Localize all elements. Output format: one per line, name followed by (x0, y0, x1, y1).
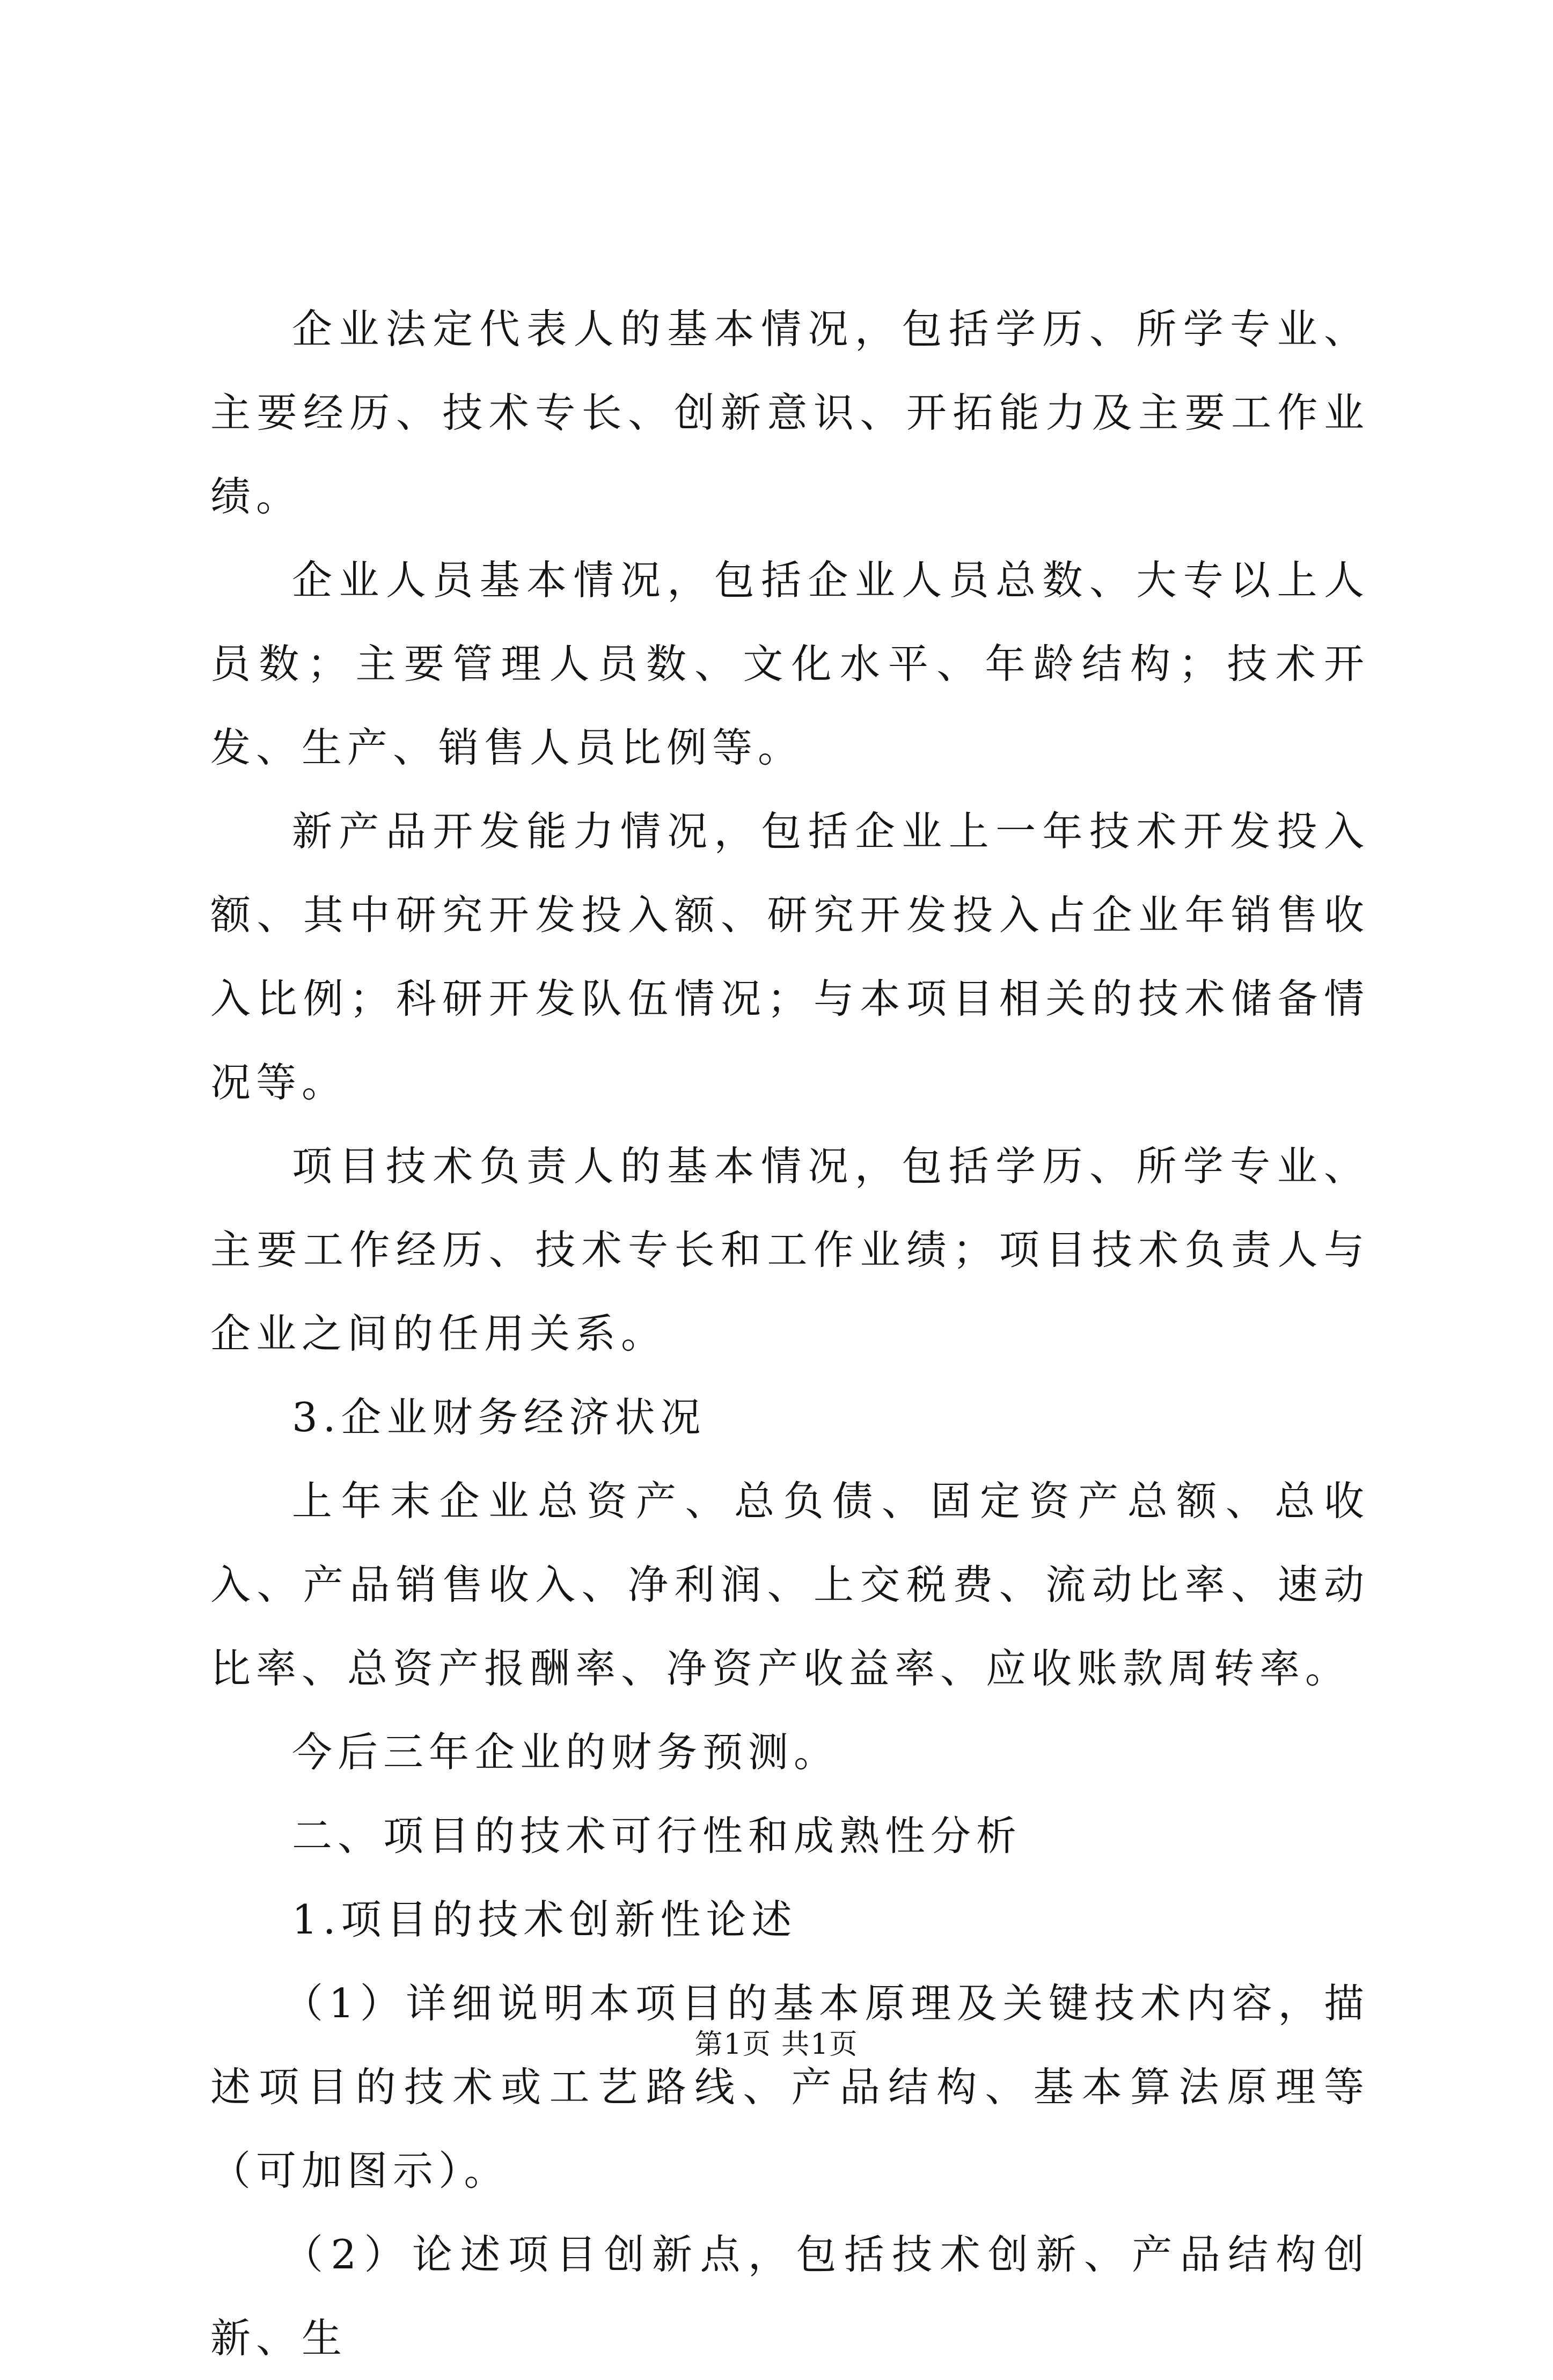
section-heading-finance: 3.企业财务经济状况 (292, 1394, 706, 1441)
paragraph-financial-figures: 上年末企业总资产、总负债、固定资产总额、总收入、产品销售收入、净利润、上交税费、流动比率、速动比率、总资产报酬率、净资产收益率、应收账款周转率。 (210, 1477, 1369, 1692)
paragraph-item-2: （2）论述项目创新点，包括技术创新、产品结构创新、生 (210, 2231, 1369, 2362)
paragraph-product-development: 新产品开发能力情况，包括企业上一年技术开发投入额、其中研究开发投入额、研究开发投入占企业年销售收入比例；科研开发队伍情况；与本项目相关的技术储备情况等。 (210, 808, 1369, 1106)
paragraph-item-1: （1）详细说明本项目的基本原理及关键技术内容，描述项目的技术或工艺路线、产品结构、基本算法原理等（可加图示）。 (210, 1980, 1369, 2194)
paragraph-staff-info: 企业人员基本情况，包括企业人员总数、大专以上人员数；主要管理人员数、文化水平、年龄结构；技术开发、生产、销售人员比例等。 (210, 556, 1369, 771)
document-body (210, 287, 1369, 2380)
section-heading-innovation: 1.项目的技术创新性论述 (292, 1896, 797, 1943)
page-footer: 第1页 共1页 (694, 2029, 859, 2061)
paragraph-financial-forecast: 今后三年企业的财务预测。 (292, 1729, 840, 1776)
paragraph-technical-lead: 项目技术负责人的基本情况，包括学历、所学专业、主要工作经历、技术专长和工作业绩；项目技术负责人与企业之间的任用关系。 (210, 1143, 1369, 1357)
section-heading-feasibility: 二、项目的技术可行性和成熟性分析 (292, 1812, 1022, 1859)
paragraph-legal-representative: 企业法定代表人的基本情况，包括学历、所学专业、主要经历、技术专长、创新意识、开拓能力及主要工作业绩。 (210, 305, 1369, 520)
